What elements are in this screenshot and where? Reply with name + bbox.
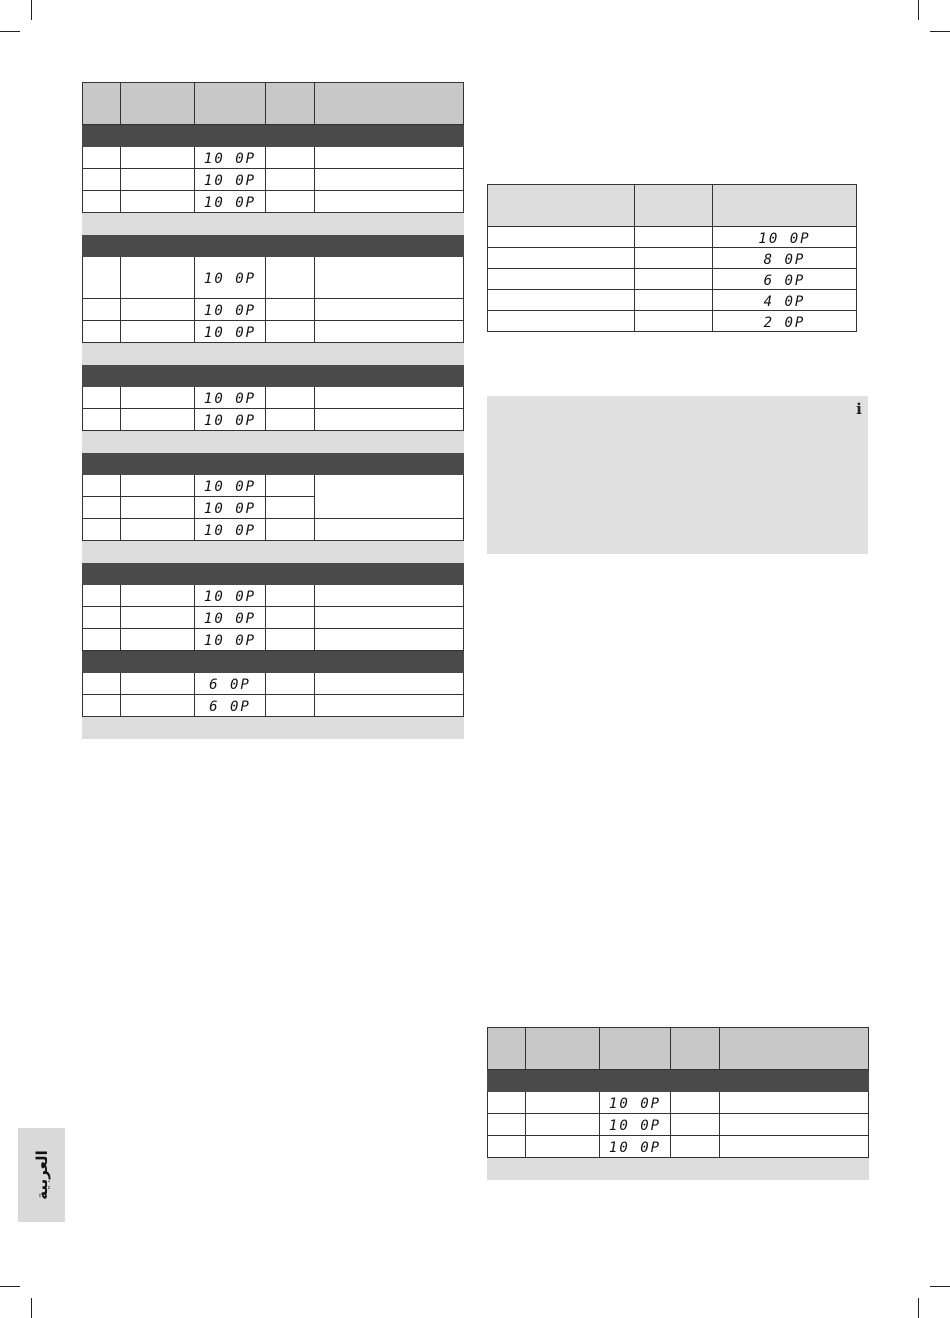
power-display: 10 0P (203, 195, 257, 211)
table-row (83, 695, 464, 717)
table-row (83, 387, 464, 409)
table-row (488, 1114, 869, 1136)
language-tab (18, 1128, 65, 1222)
power-display: 2 0P (763, 314, 806, 331)
power-display: 10 0P (203, 523, 257, 539)
table-header-row (488, 185, 857, 227)
power-display: 10 0P (203, 633, 257, 649)
table-row (83, 607, 464, 629)
table-header-row (488, 1028, 869, 1070)
crop-mark (0, 1286, 20, 1287)
section-header-row (83, 365, 464, 387)
power-display: 6 0P (763, 272, 806, 289)
table-header-row (83, 83, 464, 125)
power-display: 10 0P (203, 151, 257, 167)
program-table-right (487, 1027, 869, 1180)
section-header-row (83, 651, 464, 673)
section-header-row (83, 125, 464, 147)
power-display: 10 0P (608, 1118, 662, 1134)
power-display: 6 0P (209, 699, 251, 715)
program-table-left (82, 82, 464, 739)
table-row (488, 1136, 869, 1158)
power-display: 10 0P (203, 611, 257, 627)
section-header-row (83, 563, 464, 585)
power-display: 10 0P (203, 589, 257, 605)
section-header-row (83, 453, 464, 475)
power-display: 10 0P (203, 271, 257, 287)
table-row (488, 290, 857, 311)
section-note-row (83, 343, 464, 365)
table-row (488, 269, 857, 290)
section-header-row (83, 235, 464, 257)
crop-mark (918, 0, 919, 20)
power-display: 4 0P (763, 293, 806, 310)
section-note-row (83, 717, 464, 739)
crop-mark (0, 31, 20, 32)
power-display: 10 0P (203, 303, 257, 319)
table-row (83, 519, 464, 541)
crop-mark (31, 0, 32, 20)
power-display: 10 0P (203, 501, 257, 517)
power-display: 10 0P (203, 413, 257, 429)
crop-mark (918, 1298, 919, 1318)
power-display: 10 0P (758, 230, 811, 247)
power-display: 10 0P (608, 1140, 662, 1156)
info-note-box (487, 396, 868, 554)
language-tab-label: العربية (32, 1150, 51, 1200)
power-display: 10 0P (203, 173, 257, 189)
power-display: 10 0P (203, 391, 257, 407)
table-row (83, 673, 464, 695)
table-row (83, 585, 464, 607)
table-row (83, 147, 464, 169)
power-level-table (487, 184, 857, 332)
crop-mark (31, 1298, 32, 1318)
table-row (83, 321, 464, 343)
table-row (83, 629, 464, 651)
section-note-row (83, 541, 464, 563)
power-display: 10 0P (203, 479, 257, 495)
crop-mark (930, 31, 950, 32)
power-display: 8 0P (763, 251, 806, 268)
table-row (83, 475, 464, 497)
table-row (83, 257, 464, 299)
info-icon: i (856, 400, 862, 418)
table-row (488, 248, 857, 269)
table-row (488, 311, 857, 332)
crop-mark (930, 1286, 950, 1287)
table-row (83, 169, 464, 191)
table-row (83, 191, 464, 213)
table-row (83, 299, 464, 321)
power-display: 10 0P (203, 325, 257, 341)
section-note-row (488, 1158, 869, 1180)
power-display: 6 0P (209, 677, 251, 693)
section-note-row (83, 431, 464, 453)
section-header-row (488, 1070, 869, 1092)
table-row (83, 409, 464, 431)
power-display: 10 0P (608, 1096, 662, 1112)
table-row (488, 1092, 869, 1114)
table-row (488, 227, 857, 248)
section-note-row (83, 213, 464, 235)
